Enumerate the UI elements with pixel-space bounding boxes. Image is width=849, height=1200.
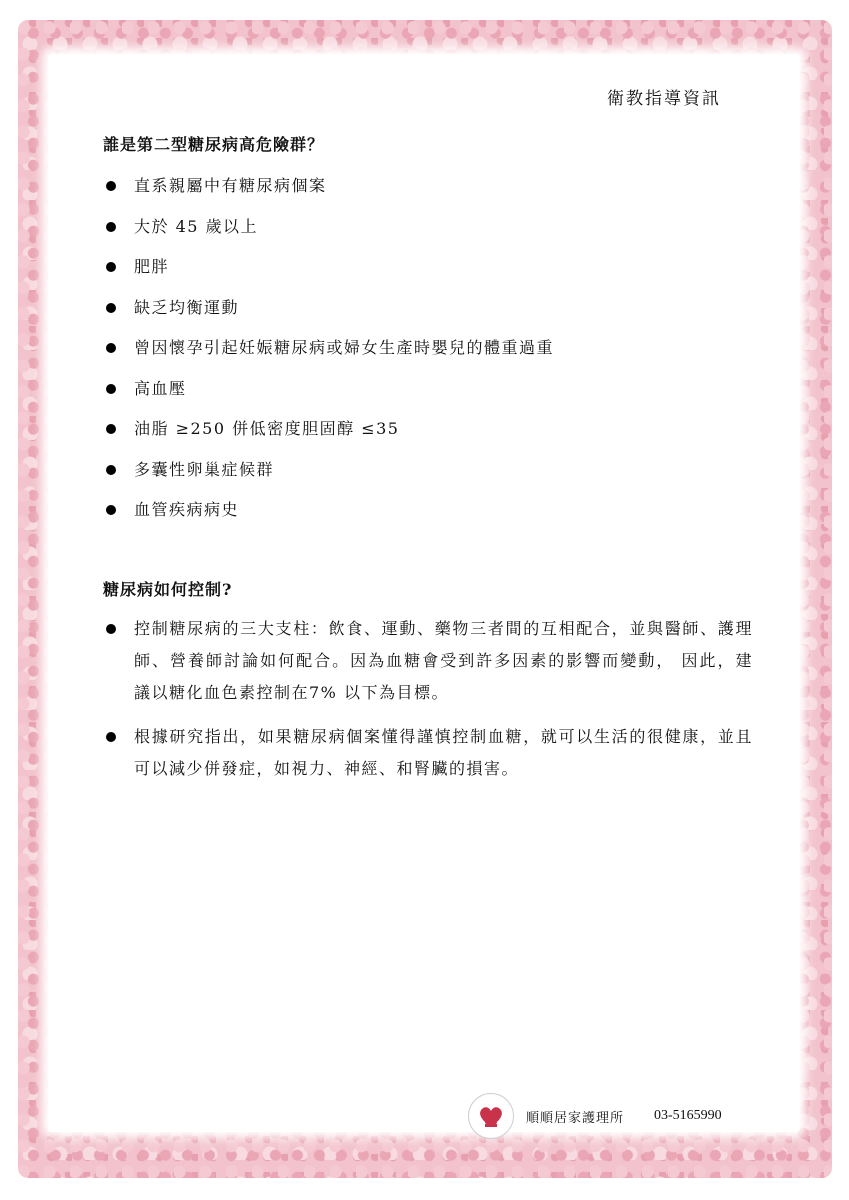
footer [468,1093,722,1139]
list-item: 油脂 ≥250 併低密度胆固醇 ≤35 [103,417,554,458]
bullet-icon [106,222,116,232]
list-item: 大於 45 歲以上 [103,215,554,256]
list-item: 根據研究指出，如果糖尿病個案懂得謹慎控制血糖，就可以生活的很健康，並且可以減少併發症，如視力、神經、和腎臟的損害。 [103,721,753,785]
list-item: 多囊性卵巢症候群 [103,458,554,499]
bullet-icon [106,262,116,272]
header-title: 衛教指導資訊 [607,89,721,109]
risk-factor-list [103,174,554,539]
section2-title: 糖尿病如何控制? [103,580,233,599]
phone-number: 03-5165990 [654,1108,722,1123]
list-item: 缺乏均衡運動 [103,296,554,337]
bullet-icon [106,505,116,515]
list-item: 控制糖尿病的三大支柱：飲食、運動、藥物三者間的互相配合，並與醫師、護理師、營養師討論如何配合。因為血糖會受到許多因素的影響而變動， 因此，建議以糖化血色素控制在7% 以下為目標。 [103,613,753,709]
bullet-icon [106,303,116,313]
bullet-icon [106,424,116,434]
list-item: 曾因懷孕引起妊娠糖尿病或婦女生產時嬰兒的體重過重 [103,336,554,377]
control-list [103,613,753,797]
list-item: 高血壓 [103,377,554,418]
bullet-icon [106,624,116,634]
bullet-icon [106,384,116,394]
bullet-icon [106,732,116,742]
section1-title: 誰是第二型糖尿病高危險群？ [103,135,325,154]
bullet-icon [106,465,116,475]
heart-logo-icon [468,1093,514,1139]
bullet-icon [106,181,116,191]
bullet-icon [106,343,116,353]
list-item: 直系親屬中有糖尿病個案 [103,174,554,215]
organization-name: 順順居家護理所 [526,1110,625,1126]
list-item: 血管疾病病史 [103,498,554,539]
list-item: 肥胖 [103,255,554,296]
